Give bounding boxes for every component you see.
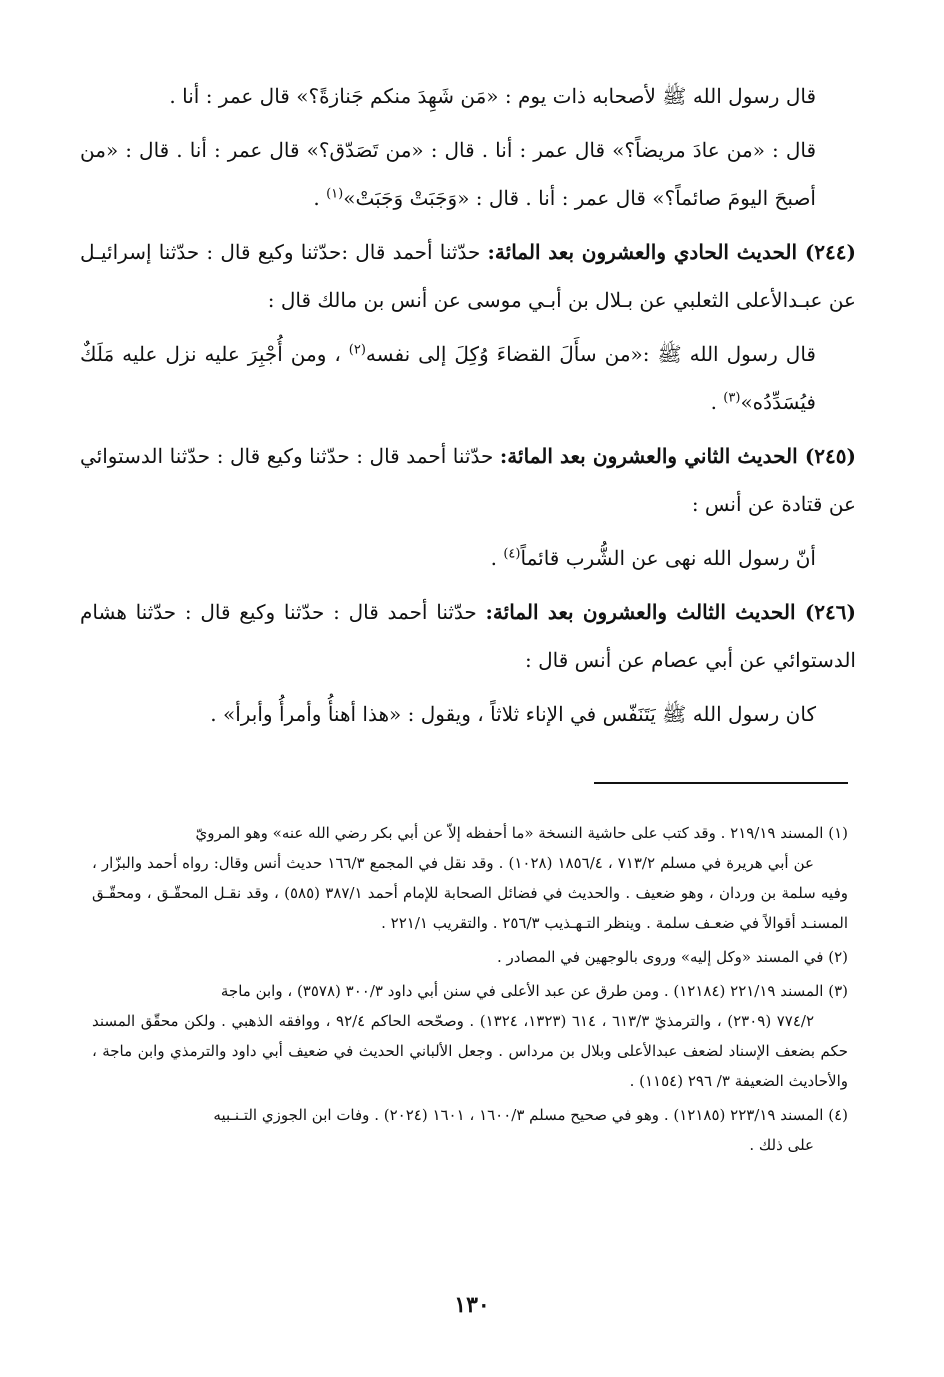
hadith-246-heading — [80, 588, 856, 684]
footnote-2 — [92, 942, 848, 972]
hadith-244-title: (٢٤٤) الحديث الحادي والعشرون بعد المائة: — [487, 240, 856, 264]
hadith-244-heading — [80, 228, 856, 324]
hadith-246-chain: حدّثنا أحمد قال : حدّثنا وكيع قال : حدّثنا هشام الدستوائي عن أبي عصام عن أنس قال : — [80, 600, 856, 672]
hadith-245-text-paragraph — [80, 534, 856, 582]
hadith-245-heading — [80, 432, 856, 528]
hadith-245-end: . — [490, 546, 504, 570]
footnote-1-first-line: (١) المسند ٢١٩/١٩ . وقد كتب على حاشية النسخة «ما أحفظه إلاّ عن أبي بكر رضي الله عنه» وهو المرويّ — [195, 824, 848, 842]
footnote-ref-1: (١) — [326, 186, 344, 202]
hadith-244-chain: حدّثنا أحمد قال :حدّثنا وكيع قال : حدّثنا إسرائيـل عن عبـدالأعلى الثعلبي عن بـلال بن أبـي موسى عن أنس بن مالك قال : — [80, 240, 856, 312]
footnotes — [92, 818, 848, 1164]
footnote-3-first-line: (٣) المسند ٢٢١/١٩ (١٢١٨٤) . ومن طرق عن عبد الأعلى في سنن أبي داود ٣٠٠/٣ (٣٥٧٨) ، وابن ماجة — [220, 982, 848, 1000]
footnote-4-first-line: (٤) المسند ٢٢٣/١٩ (١٢١٨٥) . وهو في صحيح مسلم ١٦٠٠/٣ ، ١٦٠١ (٢٠٢٤) . وفات ابن الجوزي التـنـبيه — [213, 1106, 848, 1124]
paragraph-1-text: قال رسول الله ﷺ لأصحابه ذات يوم : «مَن شَهِدَ منكم جَنازةً؟» قال عمر : أنا . — [169, 84, 816, 108]
footnote-ref-2: (٢) — [348, 342, 366, 358]
page-number: ١٣٠ — [454, 1292, 490, 1318]
paragraph-2-end: . — [313, 186, 327, 210]
footnote-separator — [594, 782, 848, 784]
footnote-ref-3: (٣) — [723, 390, 741, 406]
footnote-3-continuation: ٧٧٤/٢ (٢٣٠٩) ، والترمذيّ ٦١٣/٣ ، ٦١٤ (١٣٢٣، ١٣٢٤) . وصحّحه الحاكم ٩٢/٤ ، ووافقه الذهبي . ولكن محقّق المسند حكم بضعف الإسناد لضعف عبدالأعلى وبلال بن مرداس . وجعل الألباني الحديث في ضعيف أبي داود والترمذي وابن ماجة ، والأحاديث الضعيفة ٣/ ٢٩٦ (١١٥٤) . — [92, 1012, 848, 1090]
footnote-1-continuation: عن أبي هريرة في مسلم ٧١٣/٢ ، ١٨٥٦/٤ (١٠٢٨) . وقد نقل في المجمع ١٦٦/٣ حديث أنس وقال: رواه أحمد والبزّار ، وفيه سلمة بن وردان ، وهو ضعيف . والحديث في فضائل الصحابة للإمام أحمد ٣٨٧/١ (٥٨٥) ، وقد نقـل المحقّـق ، ومحقّـق المسنـد أقوالاً في ضعـف سلمة . وينظر التـهـذيب ٢٥٦/٣ . والتقريب ٢٢١/١ . — [92, 854, 848, 932]
hadith-245-title: (٢٤٥) الحديث الثاني والعشرون بعد المائة: — [499, 444, 856, 468]
hadith-246-text-paragraph — [80, 690, 856, 738]
hadith-246-text: كان رسول الله ﷺ يَتَنَفّس في الإناء ثلاثاً ، ويقول : «هذا أهنأُ وأمرأُ وأبرأ» . — [210, 702, 816, 726]
paragraph-2 — [80, 126, 856, 222]
hadith-244-end: . — [710, 390, 724, 414]
hadith-244-text-paragraph — [80, 330, 856, 426]
footnote-3 — [92, 976, 848, 1096]
main-text — [80, 72, 856, 744]
hadith-245-text: أنّ رسول الله نهى عن الشُّرب قائماً — [520, 546, 816, 570]
footnote-4 — [92, 1100, 848, 1160]
hadith-246-title: (٢٤٦) الحديث الثالث والعشرون بعد المائة: — [485, 600, 856, 624]
paragraph-2-text: قال : «من عادَ مريضاً؟» قال عمر : أنا . قال : «من تَصَدّق؟» قال عمر : أنا . قال : «من أصبحَ اليومَ صائماً؟» قال عمر : أنا . قال : «وَجَبَتْ وَجَبَتْ» — [80, 138, 817, 210]
hadith-244-text: قال رسول الله ﷺ :«من سأَلَ القضاءَ وُكِلَ إلى نفسه — [365, 342, 816, 366]
hadith-244-text-2: ، ومن أُجْبِرَ عليه نزل عليه مَلَكٌ فيُسَدِّدُه» — [80, 342, 816, 414]
footnote-1 — [92, 818, 848, 938]
hadith-245-chain: حدّثنا أحمد قال : حدّثنا وكيع قال : حدّثنا الدستوائي عن قتادة عن أنس : — [80, 444, 856, 516]
footnote-4-continuation: على ذلك . — [749, 1136, 814, 1154]
footnote-ref-4: (٤) — [503, 546, 521, 562]
paragraph-1 — [80, 72, 856, 120]
footnote-2-first-line: (٢) في المسند «وكل إليه» وروى بالوجهين في المصادر . — [497, 948, 848, 966]
